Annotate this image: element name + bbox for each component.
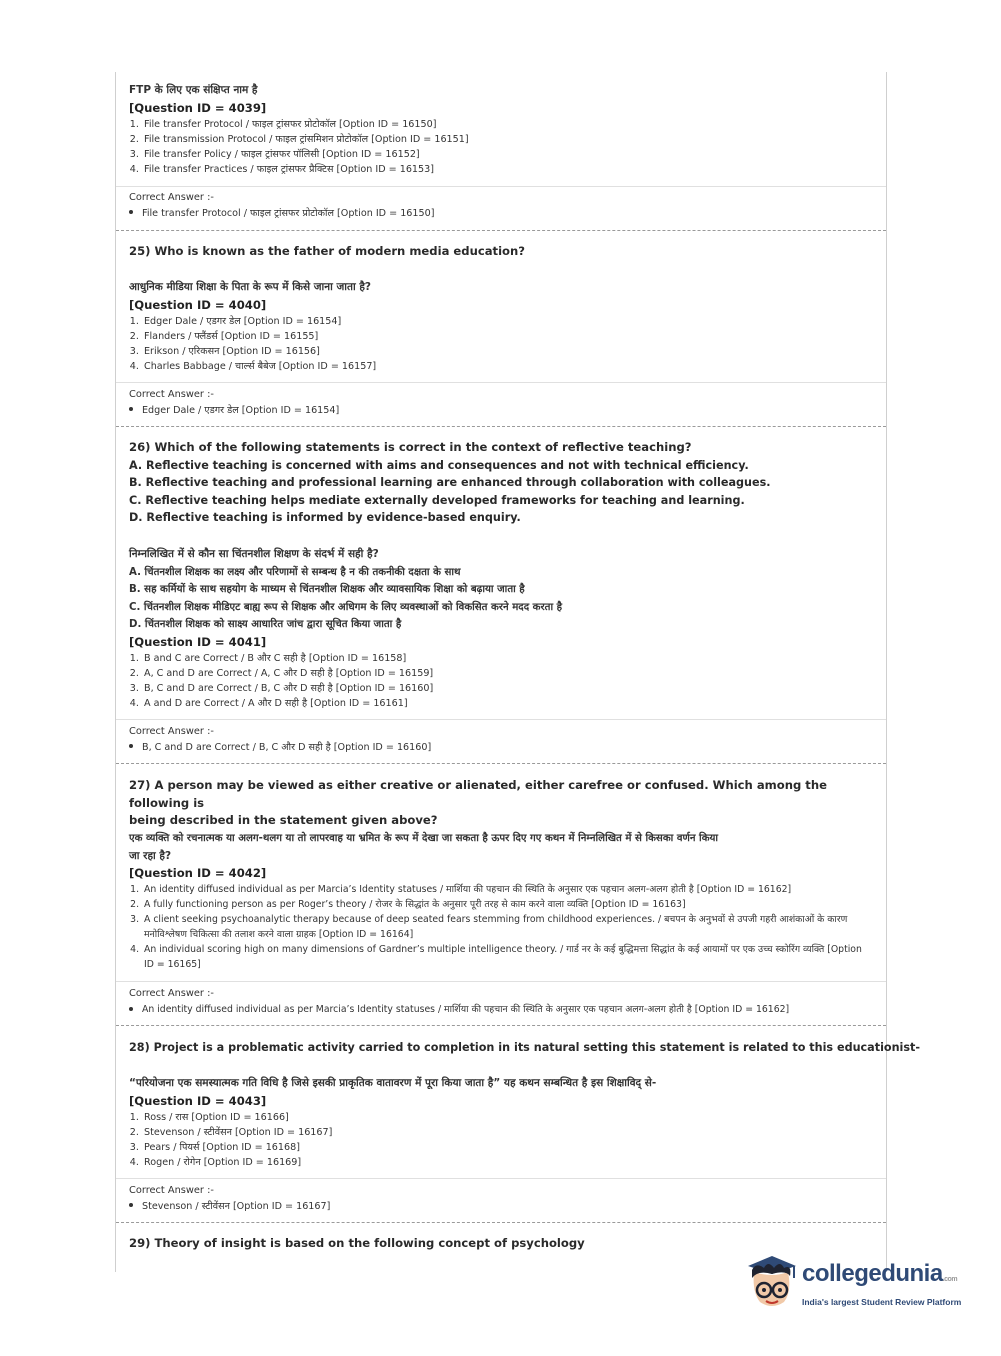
- q24-question-id: [Question ID = 4039]: [129, 100, 267, 115]
- option-item: 3. A client seeking psychoanalytic therapy because of deep seated fears stemming from childhood experiences. / बचपन के अनुभवों से उपजी गहरी आशंकाओं के कारण मनोविश्लेषण चिकित्सा की तलाश करने वाला ग्राहक [Option ID = 16164]: [142, 912, 872, 942]
- bullet-icon: [129, 407, 133, 411]
- question-27: [116, 777, 886, 830]
- q29-title: 29) Theory of insight is based on the following concept of psychology: [129, 1236, 585, 1250]
- correct-answer: [116, 403, 886, 419]
- question-28: [116, 1039, 921, 1057]
- q26-options: [116, 651, 886, 711]
- option-item: 4. Rogen / रोगेन [Option ID = 16169]: [142, 1155, 886, 1170]
- question-26: [116, 439, 886, 527]
- option-item: 4. A and D are Correct / A और D सही है [Option ID = 16161]: [142, 696, 886, 711]
- q28-options: [116, 1110, 886, 1170]
- q27-hindi-question-cont: जा रहा है?: [129, 849, 172, 862]
- question-separator: [116, 1025, 886, 1026]
- mascot-icon: [742, 1252, 800, 1310]
- q25-answer: [116, 387, 886, 419]
- correct-answer-label: Correct Answer :-: [129, 726, 214, 737]
- q26-statement: D. Reflective teaching is informed by evidence-based enquiry.: [129, 511, 521, 525]
- q26-hindi: [116, 546, 886, 711]
- q27-question-id: [Question ID = 4042]: [129, 866, 267, 880]
- q26-question-id: [Question ID = 4041]: [129, 634, 267, 649]
- option-item: 4. File transfer Practices / फाइल ट्रांसफर प्रैक्टिस [Option ID = 16153]: [142, 162, 886, 177]
- option-item: 4. Charles Babbage / चार्ल्स बैबेज [Option ID = 16157]: [142, 359, 886, 374]
- q25-body: [116, 279, 886, 374]
- logo-suffix: .com: [942, 1276, 958, 1283]
- question-25: [116, 243, 886, 261]
- divider: [116, 1178, 886, 1179]
- option-item: 1. An identity diffused individual as per Marcia’s Identity statuses / मार्शिया की पहचान की स्थिति के अनुसार एक पहचान अलग-अलग होती है [Option ID = 16162]: [142, 882, 872, 897]
- q28-answer: [116, 1183, 886, 1215]
- question-24: [116, 82, 886, 177]
- q26-statement: B. Reflective teaching and professional learning are enhanced through collaboration with colleagues.: [129, 476, 771, 490]
- q24-options: [116, 117, 886, 177]
- option-item: 3. Erikson / एरिकसन [Option ID = 16156]: [142, 344, 886, 359]
- q28-body: [116, 1075, 886, 1170]
- correct-answer: [116, 1199, 886, 1215]
- q26-hindi-statement: C. चिंतनशील शिक्षक मीडिएट बाह्य रूप से शिक्षक और अधिगम के लिए व्यवस्थाओं को विकसित करने मदद करता है: [129, 601, 563, 613]
- q25-hindi-question: आधुनिक मीडिया शिक्षा के पिता के रूप में किसे जाना जाता है?: [129, 281, 371, 293]
- correct-answer-label: Correct Answer :-: [129, 389, 214, 400]
- option-item: 2. Stevenson / स्टीवेंसन [Option ID = 16167]: [142, 1125, 886, 1140]
- option-item: 1. Ross / रास [Option ID = 16166]: [142, 1110, 886, 1125]
- q27-title: 27) A person may be viewed as either creative or alienated, either carefree or confused. Which among the following is: [129, 778, 827, 810]
- q26-statement: C. Reflective teaching helps mediate externally developed frameworks for teaching and learning.: [129, 493, 745, 507]
- question-separator: [116, 230, 886, 231]
- q27-body: [116, 830, 886, 972]
- q27-answer: [116, 986, 886, 1018]
- correct-answer-text: File transfer Protocol / फाइल ट्रांसफर प्रोटोकॉल [Option ID = 16150]: [142, 208, 435, 219]
- q26-hindi-statement: B. सह कर्मियों के साथ सहयोग के माध्यम से चिंतनशील शिक्षक और व्यावसायिक शिक्षा को बढ़ाया जाता है: [129, 584, 525, 596]
- correct-answer-label: Correct Answer :-: [129, 988, 214, 999]
- correct-answer-label: Correct Answer :-: [129, 192, 214, 203]
- q24-answer: [116, 190, 886, 222]
- bullet-icon: [129, 210, 133, 214]
- option-item: 3. Pears / पियर्स [Option ID = 16168]: [142, 1140, 886, 1155]
- correct-answer-text: Stevenson / स्टीवेंसन [Option ID = 16167]: [142, 1201, 331, 1212]
- q25-title: 25) Who is known as the father of modern media education?: [129, 244, 525, 258]
- option-item: 1. File transfer Protocol / फाइल ट्रांसफर प्रोटोकॉल [Option ID = 16150]: [142, 117, 886, 132]
- correct-answer: [116, 740, 886, 756]
- correct-answer-text: B, C and D are Correct / B, C और D सही है [Option ID = 16160]: [142, 742, 432, 753]
- option-item: 2. A fully functioning person as per Roger’s theory / रोजर के सिद्धांत के अनुसार पूरी तरह से काम करने वाला व्यक्ति [Option ID = 16163]: [142, 897, 872, 912]
- bullet-icon: [129, 744, 133, 748]
- option-item: 2. A, C and D are Correct / A, C और D सही है [Option ID = 16159]: [142, 666, 886, 681]
- question-separator: [116, 426, 886, 427]
- logo-wordmark: [802, 1260, 957, 1288]
- divider: [116, 981, 886, 982]
- divider: [116, 382, 886, 383]
- collegedunia-logo: [742, 1250, 972, 1310]
- correct-answer-label: Correct Answer :-: [129, 1185, 214, 1196]
- q26-answer: [116, 724, 886, 756]
- q26-hindi-question: निम्नलिखित में से कौन सा चिंतनशील शिक्षण के संदर्भ में सही है?: [129, 548, 379, 560]
- bullet-icon: [129, 1007, 133, 1011]
- q26-hindi-statement: D. चिंतनशील शिक्षक को साक्ष्य आधारित जांच द्वारा सूचित किया जाता है: [129, 619, 402, 631]
- logo-tagline: India's largest Student Review Platform: [802, 1297, 962, 1307]
- q27-options: [116, 882, 872, 972]
- q27-hindi-question: एक व्यक्ति को रचनात्मक या अलग-थलग या तो लापरवाह या भ्रमित के रूप में देखा जा सकता है ऊपर दिए गए कथन में निम्नलिखित में से किसका वर्णन किया: [129, 833, 719, 844]
- correct-answer-text: Edger Dale / एडगर डेल [Option ID = 16154]: [142, 405, 340, 416]
- q26-statement: A. Reflective teaching is concerned with aims and consequences and not with technical efficiency.: [129, 458, 749, 472]
- option-item: 3. B, C and D are Correct / B, C और D सही है [Option ID = 16160]: [142, 681, 886, 696]
- q24-hindi-question: FTP के लिए एक संक्षिप्त नाम है: [129, 84, 258, 96]
- option-item: 3. File transfer Policy / फाइल ट्रांसफर पॉलिसी [Option ID = 16152]: [142, 147, 886, 162]
- option-item: 1. Edger Dale / एडगर डेल [Option ID = 16154]: [142, 314, 886, 329]
- divider: [116, 719, 886, 720]
- q28-hindi-question: “परियोजना एक समस्यात्मक गति विधि है जिसे इसकी प्राकृतिक वातावरण में पूरा किया जाता है” यह कथन सम्बन्धित है इस शिक्षाविद् से-: [129, 1077, 657, 1089]
- logo-name: collegedunia: [802, 1260, 943, 1287]
- option-item: 2. File transmission Protocol / फाइल ट्रांसमिशन प्रोटोकॉल [Option ID = 16151]: [142, 132, 886, 147]
- correct-answer: [116, 1002, 886, 1018]
- q27-title-cont: being described in the statement given above?: [129, 813, 438, 827]
- q26-title: 26) Which of the following statements is correct in the context of reflective teaching?: [129, 440, 692, 454]
- option-item: 2. Flanders / फ्लैंडर्स [Option ID = 16155]: [142, 329, 886, 344]
- question-separator: [116, 763, 886, 764]
- option-item: 1. B and C are Correct / B और C सही है [Option ID = 16158]: [142, 651, 886, 666]
- q28-question-id: [Question ID = 4043]: [129, 1093, 267, 1108]
- option-item: 4. An individual scoring high on many dimensions of Gardner’s multiple intelligence theory. / गार्ड नर के कई बुद्धिमत्ता सिद्धांत के कई आयामों पर एक उच्च स्कोरिंग व्यक्ति [Option ID = 16165]: [142, 942, 872, 972]
- q25-options: [116, 314, 886, 374]
- q28-title: 28) Project is a problematic activity carried to completion in its natural setting this statement is related to this educationist-: [129, 1041, 921, 1054]
- divider: [116, 186, 886, 187]
- question-separator: [116, 1222, 886, 1223]
- q25-question-id: [Question ID = 4040]: [129, 297, 267, 312]
- q26-hindi-statement: A. चिंतनशील शिक्षक का लक्ष्य और परिणामों से सम्बन्ध है न की तकनीकी दक्षता के साथ: [129, 566, 461, 578]
- correct-answer: [116, 206, 886, 222]
- question-paper-page: [115, 72, 921, 1272]
- correct-answer-text: An identity diffused individual as per Marcia’s Identity statuses / मार्शिया की पहचान की स्थिति के अनुसार एक पहचान अलग-अलग होती है [Option ID = 16162]: [142, 1004, 790, 1015]
- bullet-icon: [129, 1203, 133, 1207]
